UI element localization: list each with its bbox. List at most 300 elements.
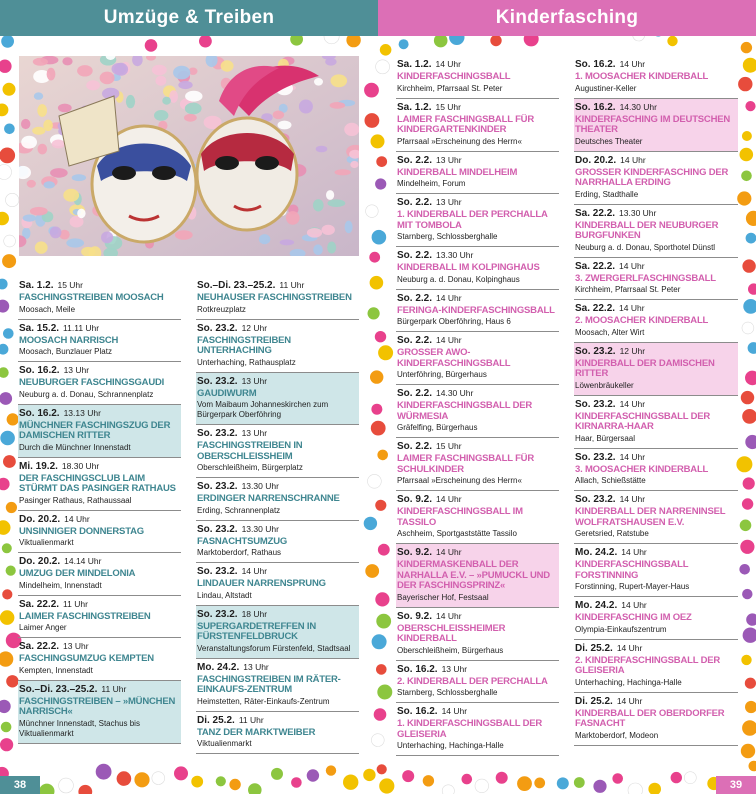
event-time: 13 Uhr bbox=[241, 375, 268, 386]
event-date bbox=[575, 546, 737, 559]
confetti-dot bbox=[0, 431, 15, 446]
confetti-dot bbox=[96, 764, 112, 780]
event-title: LINDAUER NARRENSPRUNG bbox=[197, 578, 326, 589]
event-time: 14 Uhr bbox=[436, 610, 462, 621]
event-time: 18 Uhr bbox=[241, 608, 268, 619]
event-time: 14 Uhr bbox=[436, 494, 462, 504]
confetti-dot bbox=[490, 35, 501, 46]
event-entry bbox=[18, 681, 181, 744]
confetti-dot bbox=[0, 478, 10, 491]
event-title: 3. ZWERGERLFASCHINGSBALL bbox=[575, 272, 716, 284]
event-entry bbox=[18, 596, 181, 639]
confetti-dot bbox=[0, 279, 8, 290]
confetti-dot bbox=[343, 775, 358, 790]
event-entry bbox=[574, 258, 738, 301]
event-title: FASCHINGSTREIBEN IN OBERSCHLEISSHEIM bbox=[197, 440, 303, 462]
event-location: Neuburg a. d. Donau, Kolpinghaus bbox=[397, 274, 520, 284]
event-entry bbox=[396, 56, 559, 99]
confetti-dot bbox=[442, 785, 454, 794]
event-date-text: Sa. 1.2. bbox=[397, 59, 432, 70]
event-date-text: So. 23.2. bbox=[197, 566, 238, 577]
event-title: KINDERBALL DER DAMISCHEN RITTER bbox=[575, 357, 715, 379]
event-date bbox=[397, 58, 558, 71]
event-location: Starnberg, Schlossberghalle bbox=[397, 688, 498, 697]
event-entry bbox=[196, 320, 359, 373]
confetti-dot bbox=[742, 322, 754, 334]
confetti-dot bbox=[377, 685, 392, 700]
confetti-dot bbox=[4, 235, 16, 247]
event-entry bbox=[574, 300, 738, 343]
confetti-dot bbox=[745, 435, 756, 449]
page-number-left-bar bbox=[0, 776, 40, 794]
event-title: 3. MOOSACHER KINDERBALL bbox=[575, 463, 709, 475]
confetti-dot bbox=[377, 764, 387, 774]
confetti-dot bbox=[742, 259, 755, 272]
confetti-dot bbox=[534, 778, 545, 789]
confetti-dot bbox=[0, 700, 11, 713]
event-time: 13.30 Uhr bbox=[241, 481, 279, 491]
event-date-text: Mi. 19.2. bbox=[19, 460, 58, 472]
confetti-dot bbox=[736, 456, 752, 472]
event-title: 2. KINDERBALL DER PERCHALLA bbox=[397, 675, 548, 687]
event-title: FASCHINGSTREIBEN MOOSACH bbox=[19, 292, 164, 303]
event-date bbox=[19, 322, 180, 335]
confetti-dot bbox=[0, 651, 13, 666]
event-title: KINDERFASCHINGSBALL DER KIRNARRA-HAAR bbox=[575, 410, 711, 432]
event-date bbox=[197, 523, 358, 536]
event-date-text: So. 23.2. bbox=[197, 322, 238, 334]
confetti-dot bbox=[739, 564, 750, 575]
event-date bbox=[575, 398, 737, 411]
event-date bbox=[19, 555, 180, 568]
event-date bbox=[397, 610, 558, 623]
confetti-dot bbox=[423, 775, 434, 786]
event-entry bbox=[396, 152, 559, 195]
confetti-dot bbox=[738, 77, 752, 91]
event-title: KINDERBALL DER OBERDORFER FASNACHT bbox=[575, 707, 725, 729]
event-location: Unterhaching, Hachinga-Halle bbox=[575, 677, 682, 687]
event-entry bbox=[18, 320, 181, 363]
confetti-dot bbox=[742, 131, 752, 141]
event-date bbox=[397, 440, 558, 453]
confetti-dot bbox=[368, 474, 382, 488]
event-title: FASCHINGSTREIBEN UNTERHACHING bbox=[197, 334, 291, 356]
event-entry bbox=[396, 99, 559, 152]
event-location: Deutsches Theater bbox=[575, 136, 643, 146]
event-title: KINDERFASCHING IM DEUTSCHEN THEATER bbox=[575, 113, 731, 135]
event-date bbox=[397, 101, 558, 114]
event-location: Unterhaching, Hachinga-Halle bbox=[397, 741, 504, 750]
confetti-dot bbox=[746, 211, 756, 226]
event-date bbox=[197, 608, 358, 621]
event-time: 13.13 Uhr bbox=[63, 407, 101, 418]
event-location: Neuburg a. d. Donau, Schrannenplatz bbox=[19, 389, 154, 399]
column-kinderfasching-1 bbox=[396, 56, 559, 756]
confetti-dot bbox=[375, 331, 386, 342]
confetti-dot bbox=[0, 610, 14, 625]
event-date-text: Sa. 22.2. bbox=[575, 303, 616, 314]
event-entry bbox=[396, 332, 559, 385]
event-location: Kempten, Innenstadt bbox=[19, 665, 93, 675]
event-entry bbox=[18, 638, 181, 681]
event-time: 14 Uhr bbox=[621, 600, 647, 610]
event-date-text: So. 2.2. bbox=[397, 388, 433, 399]
event-date-text: So. 2.2. bbox=[397, 441, 433, 452]
event-entry bbox=[396, 661, 559, 704]
event-entry bbox=[18, 277, 181, 320]
event-location: Mindelheim, Forum bbox=[397, 179, 466, 188]
event-entry bbox=[196, 277, 359, 320]
event-title: FASCHINGSUMZUG KEMPTEN bbox=[19, 653, 154, 664]
event-entry bbox=[18, 405, 181, 458]
event-date bbox=[575, 493, 737, 506]
event-location: Veranstaltungsforum Fürstenfeld, Stadtsaal bbox=[197, 643, 351, 653]
event-entry bbox=[574, 544, 738, 597]
carnival-masks-image bbox=[19, 56, 359, 256]
section-title-left: Umzüge & Treiben bbox=[103, 7, 275, 28]
event-date-text: Sa. 1.2. bbox=[397, 101, 432, 113]
event-entry bbox=[18, 458, 181, 511]
event-location: Münchner Innenstadt, Stachus bis Viktualienmarkt bbox=[19, 718, 140, 738]
event-entry bbox=[396, 194, 559, 247]
event-date bbox=[575, 58, 737, 71]
event-location: Pfarrsaal »Erscheinung des Herrn« bbox=[397, 136, 522, 146]
confetti-dot bbox=[1, 722, 12, 733]
event-date bbox=[197, 480, 358, 493]
event-time: 13.30 Uhr bbox=[241, 523, 279, 534]
event-date bbox=[197, 565, 358, 578]
confetti-dot bbox=[741, 744, 755, 758]
event-time: 15 Uhr bbox=[436, 441, 462, 451]
confetti-dot bbox=[741, 171, 752, 182]
event-date bbox=[575, 642, 737, 655]
event-date-text: So. 23.2. bbox=[197, 481, 238, 492]
event-title: LAIMER FASCHINGSBALL FÜR KINDERGARTENKINDER bbox=[397, 113, 534, 135]
confetti-dot bbox=[364, 83, 379, 98]
event-location: Moosach, Alter Wirt bbox=[575, 327, 645, 337]
event-location: Vom Maibaum Johanneskirchen zum Bürgerpark Oberföhring bbox=[197, 400, 329, 419]
event-entry bbox=[18, 362, 181, 405]
event-date-text: Sa. 22.2. bbox=[575, 207, 616, 219]
confetti-dot bbox=[0, 165, 12, 180]
event-time: 11.11 Uhr bbox=[63, 322, 100, 333]
event-entry bbox=[574, 396, 738, 449]
confetti-dot bbox=[6, 502, 17, 513]
event-location: Pasinger Rathaus, Rathaussaal bbox=[19, 495, 132, 505]
confetti-dot bbox=[371, 404, 382, 415]
event-date-text: So. 23.2. bbox=[575, 345, 616, 357]
confetti-dot bbox=[2, 543, 12, 553]
event-date bbox=[197, 714, 358, 727]
event-location: Rotkreuzplatz bbox=[197, 304, 246, 314]
confetti-dot bbox=[2, 254, 16, 268]
event-time: 13 Uhr bbox=[241, 428, 268, 438]
column-umzuege-2 bbox=[196, 277, 359, 754]
confetti-dot bbox=[496, 772, 508, 784]
event-date bbox=[397, 546, 558, 559]
event-title: ERDINGER NARRENSCHRANNE bbox=[197, 493, 340, 504]
event-date-text: Sa. 1.2. bbox=[19, 280, 54, 291]
event-date-text: Do. 20.2. bbox=[19, 513, 61, 525]
event-location: Forstinning, Rupert-Mayer-Haus bbox=[575, 582, 690, 591]
event-time: 18.30 Uhr bbox=[61, 460, 100, 471]
confetti-dot bbox=[6, 566, 16, 576]
event-time: 14.14 Uhr bbox=[64, 556, 102, 566]
event-time: 14 Uhr bbox=[241, 566, 268, 576]
event-time: 14 Uhr bbox=[436, 335, 462, 345]
event-date bbox=[575, 101, 737, 114]
event-title: LAIMER FASCHINGSBALL FÜR SCHULKINDER bbox=[397, 453, 534, 475]
event-time: 13 Uhr bbox=[243, 661, 269, 672]
event-location: Bayerischer Hof, Festsaal bbox=[397, 592, 489, 602]
confetti-dot bbox=[574, 777, 585, 788]
confetti-dot bbox=[402, 770, 414, 782]
confetti-dot bbox=[374, 708, 387, 721]
event-time: 14 Uhr bbox=[436, 547, 462, 557]
event-time: 14 Uhr bbox=[435, 59, 461, 69]
event-date-text: So. 16.2. bbox=[575, 59, 616, 70]
confetti-dot bbox=[378, 345, 393, 360]
event-entry bbox=[18, 511, 181, 554]
event-location: Erding, Stadthalle bbox=[575, 189, 639, 199]
confetti-dot bbox=[740, 148, 754, 162]
event-date-text: So. 16.2. bbox=[19, 365, 60, 376]
event-time: 15 Uhr bbox=[57, 280, 83, 290]
event-time: 13.30 Uhr bbox=[436, 250, 474, 260]
confetti-dot bbox=[0, 520, 11, 535]
event-entry bbox=[574, 597, 738, 640]
event-entry bbox=[396, 491, 559, 544]
event-date-text: Sa. 22.2. bbox=[19, 598, 60, 610]
confetti-dot bbox=[0, 344, 8, 355]
confetti-dot bbox=[3, 328, 14, 339]
event-time: 14 Uhr bbox=[616, 695, 643, 706]
event-entry bbox=[574, 491, 738, 544]
event-date-text: Do. 20.2. bbox=[575, 154, 617, 166]
confetti-dot bbox=[745, 701, 756, 713]
event-time: 14 Uhr bbox=[619, 494, 646, 504]
event-date-text: So. 16.2. bbox=[397, 663, 438, 675]
confetti-dot bbox=[375, 178, 386, 189]
event-entry bbox=[574, 693, 738, 746]
confetti-dot bbox=[152, 772, 165, 785]
confetti-dot bbox=[377, 450, 388, 461]
event-time: 14 Uhr bbox=[619, 59, 646, 69]
event-date bbox=[397, 292, 558, 305]
event-location: Löwenbräukeller bbox=[575, 380, 634, 390]
event-date-text: Mo. 24.2. bbox=[197, 661, 240, 673]
event-title: 1. MOOSACHER KINDERBALL bbox=[575, 71, 709, 82]
event-title: SUPERGARDETREFFEN IN FÜRSTENFELDBRUCK bbox=[197, 620, 316, 642]
event-date-text: So.–Di. 23.–25.2. bbox=[197, 280, 276, 291]
column-umzuege-1 bbox=[18, 277, 181, 744]
event-entry bbox=[396, 703, 559, 756]
confetti-dot bbox=[743, 628, 756, 643]
confetti-dot bbox=[741, 42, 752, 53]
confetti-dot bbox=[0, 367, 9, 378]
event-title: GROSSER AWO-KINDERFASCHINGSBALL bbox=[397, 347, 511, 369]
event-date bbox=[575, 345, 737, 358]
confetti-dot bbox=[671, 772, 682, 783]
event-title: KINDERFASCHINGSBALL DER WÜRMESIA bbox=[397, 400, 533, 422]
section-title-right: Kinderfasching bbox=[495, 7, 639, 28]
event-location: Unterhaching, Rathausplatz bbox=[197, 357, 296, 367]
event-date bbox=[197, 427, 358, 440]
event-date-text: So. 9.2. bbox=[397, 610, 433, 622]
confetti-dot bbox=[375, 500, 386, 511]
confetti-dot bbox=[371, 134, 385, 148]
confetti-dot bbox=[742, 409, 756, 424]
confetti-dot bbox=[376, 156, 387, 167]
event-location: Kirchheim, Pfarrsaal St. Peter bbox=[575, 285, 681, 294]
event-date-text: So. 16.2. bbox=[19, 407, 60, 419]
event-time: 13 Uhr bbox=[63, 641, 89, 651]
event-title: NEUBURGER FASCHINGSGAUDI bbox=[19, 377, 165, 388]
event-title: KINDERBALL IM KOLPINGHAUS bbox=[397, 262, 540, 273]
confetti-dot bbox=[365, 113, 380, 128]
event-location: Moosach, Bunzlauer Platz bbox=[19, 347, 112, 356]
confetti-dot bbox=[366, 205, 379, 218]
event-title: KINDERFASCHINGSBALL FORSTINNING bbox=[575, 559, 689, 581]
event-time: 12 Uhr bbox=[241, 322, 268, 333]
event-date-text: Mo. 24.2. bbox=[575, 547, 618, 558]
confetti-dot bbox=[117, 771, 132, 786]
event-entry bbox=[196, 712, 359, 755]
event-location: Geretsried, Ratstube bbox=[575, 529, 649, 538]
confetti-dot bbox=[6, 193, 19, 206]
confetti-dot bbox=[376, 60, 390, 74]
confetti-dot bbox=[291, 777, 302, 788]
event-date-text: So. 23.2. bbox=[575, 398, 616, 410]
event-date bbox=[19, 683, 180, 696]
event-time: 13 Uhr bbox=[436, 197, 462, 207]
confetti-dot bbox=[0, 212, 9, 226]
confetti-dot bbox=[364, 517, 377, 530]
event-title: FERINGA-KINDERFASCHINGSBALL bbox=[397, 304, 555, 316]
confetti-dot bbox=[380, 780, 391, 791]
confetti-dot bbox=[0, 738, 13, 751]
event-title: KINDERBALL DER NEUBURGER BURGFUNKEN bbox=[575, 219, 719, 241]
event-title: 1. KINDERFASCHINGSBALL DER GLEISERIA bbox=[397, 718, 543, 740]
event-date bbox=[397, 196, 558, 209]
event-time: 11 Uhr bbox=[238, 714, 264, 725]
event-entry bbox=[574, 99, 738, 152]
event-date bbox=[197, 375, 358, 388]
confetti-dot bbox=[375, 592, 389, 606]
event-title: KINDERBALL DER NARRENINSEL WOLFRATSHAUSEN E.V. bbox=[575, 506, 726, 528]
event-location: Olympia-Einkaufszentrum bbox=[575, 624, 667, 634]
confetti-dot bbox=[371, 734, 384, 747]
confetti-dot bbox=[326, 765, 336, 775]
event-date-text: Do. 20.2. bbox=[19, 556, 61, 567]
event-entry bbox=[18, 553, 181, 596]
confetti-dot bbox=[684, 772, 696, 784]
event-date-text: So. 2.2. bbox=[397, 250, 433, 261]
confetti-dot bbox=[216, 776, 226, 786]
event-time: 14 Uhr bbox=[64, 513, 90, 524]
confetti-dot bbox=[371, 421, 386, 436]
confetti-dot bbox=[399, 39, 409, 49]
event-date-text: Di. 25.2. bbox=[575, 642, 613, 654]
event-date bbox=[197, 279, 358, 292]
confetti-dot bbox=[745, 678, 756, 689]
event-time: 14 Uhr bbox=[616, 642, 643, 653]
confetti-dot bbox=[174, 766, 188, 780]
confetti-dot bbox=[0, 148, 15, 164]
event-date bbox=[197, 322, 358, 335]
event-time: 11 Uhr bbox=[279, 280, 305, 290]
confetti-dot bbox=[3, 455, 16, 468]
event-date-text: So. 2.2. bbox=[397, 335, 433, 346]
event-entry bbox=[196, 373, 359, 426]
event-title: NEUHAUSER FASCHINGSTREIBEN bbox=[197, 292, 352, 303]
event-date-text: So. 23.2. bbox=[197, 375, 238, 387]
event-entry bbox=[396, 438, 559, 491]
header-kinderfasching bbox=[378, 0, 756, 36]
event-entry bbox=[574, 152, 738, 205]
event-entry bbox=[196, 425, 359, 478]
confetti-dot bbox=[4, 124, 15, 135]
event-date-text: So. 23.2. bbox=[197, 428, 238, 439]
event-time: 14.30 Uhr bbox=[619, 101, 657, 112]
event-title: FASCHINGSTREIBEN IM RÄTER-EINKAUFS-ZENTRUM bbox=[197, 673, 341, 695]
event-location: Starnberg, Schlossberghalle bbox=[397, 232, 498, 241]
page-number-left: 38 bbox=[13, 779, 27, 791]
confetti-dot bbox=[370, 370, 383, 383]
confetti-dot bbox=[749, 761, 756, 772]
masks-photo bbox=[19, 56, 359, 256]
event-entry bbox=[196, 606, 359, 659]
confetti-dot bbox=[462, 774, 473, 785]
event-location: Bürgerpark Oberföhring, Haus 6 bbox=[397, 317, 511, 326]
event-title: KINDERMASKENBALL DER NARHALLA E.V. – »PUMUCKL UND DER FASCHINGSPRINZ« bbox=[397, 559, 550, 591]
event-date bbox=[19, 460, 180, 473]
event-entry bbox=[396, 544, 559, 608]
event-title: KINDERFASCHINGSBALL IM TASSILO bbox=[397, 506, 523, 528]
event-entry bbox=[574, 640, 738, 693]
event-date bbox=[19, 279, 180, 292]
event-entry bbox=[574, 56, 738, 99]
event-title: FASNACHTSUMZUG bbox=[197, 535, 288, 547]
confetti-dot bbox=[667, 36, 677, 46]
event-location: Marktoberdorf, Rathaus bbox=[197, 548, 282, 557]
event-location: Pfarrsaal »Erscheinung des Herrn« bbox=[397, 476, 522, 485]
confetti-dot bbox=[742, 589, 752, 599]
confetti-dot bbox=[2, 589, 12, 599]
event-title: MÜNCHNER FASCHINGSZUG DER DAMISCHEN RITTER bbox=[19, 419, 171, 441]
event-date-text: Sa. 22.2. bbox=[19, 641, 60, 652]
confetti-dot bbox=[6, 675, 18, 687]
event-date bbox=[19, 407, 180, 420]
event-date-text: So. 9.2. bbox=[397, 494, 433, 505]
confetti-dot bbox=[378, 544, 390, 556]
confetti-dot bbox=[737, 191, 751, 205]
confetti-dot bbox=[59, 778, 74, 793]
event-location: Lindau, Altstadt bbox=[197, 590, 252, 600]
event-title: GROSSER KINDERFASCHING DER NARRHALLA ERDING bbox=[575, 166, 729, 188]
event-date bbox=[397, 334, 558, 347]
event-date bbox=[575, 260, 737, 273]
event-date-text: So. 23.2. bbox=[575, 494, 616, 505]
event-date bbox=[197, 661, 358, 674]
confetti-dot bbox=[742, 498, 753, 509]
event-date bbox=[19, 513, 180, 526]
event-title: LAIMER FASCHINGSTREIBEN bbox=[19, 610, 151, 622]
event-location: Aschheim, Sportgaststätte Tassilo bbox=[397, 529, 517, 538]
event-title: 2. KINDERFASCHINGSBALL DER GLEISERIA bbox=[575, 654, 721, 676]
confetti-dot bbox=[0, 392, 12, 405]
confetti-dot bbox=[1, 35, 14, 48]
